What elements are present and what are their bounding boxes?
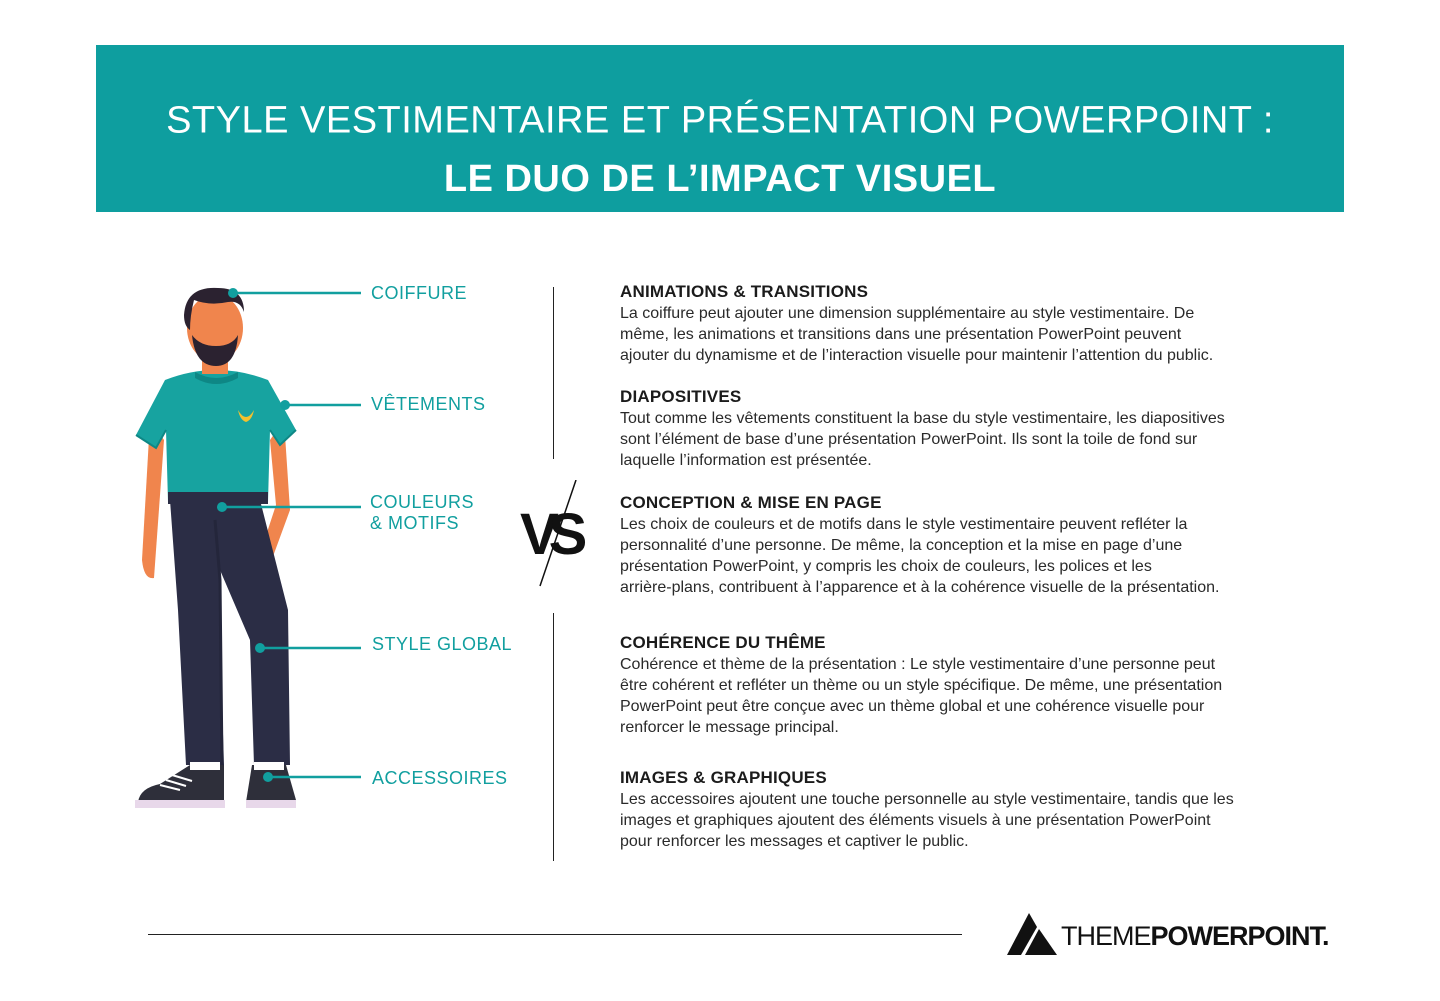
title-line-1: STYLE VESTIMENTAIRE ET PRÉSENTATION POWERPOINT :	[166, 99, 1274, 142]
callout-style-global	[255, 643, 361, 653]
section-line: personnalité d’une personne. De même, la conception et la mise en page d’une	[620, 537, 1183, 554]
title-line-2: LE DUO DE L’IMPACT VISUEL	[443, 158, 997, 200]
section-line: Tout comme les vêtements constituent la base du style vestimentaire, les diapositives	[620, 410, 1225, 427]
section-diapositives	[620, 386, 1320, 471]
section-conception	[620, 492, 1320, 598]
section-animations	[620, 281, 1320, 366]
section-line: PowerPoint peut être conçue avec un thème global et une cohérence visuelle pour	[620, 698, 1205, 715]
section-heading: COHÉRENCE DU THÊME	[620, 633, 826, 652]
logo-text	[1061, 921, 1329, 952]
section-images	[620, 767, 1320, 852]
section-line: arrière-plans, contribuent à l’apparence et à la cohérence visuelle de la présentation.	[620, 579, 1220, 596]
divider-top	[553, 287, 554, 459]
section-line: être cohérent et refléter un thème ou un style spécifique. De même, une présentation	[620, 677, 1223, 694]
section-heading: IMAGES & GRAPHIQUES	[620, 768, 827, 787]
footer-rule	[148, 934, 962, 935]
section-line: ajouter du dynamisme et de l’interaction visuelle pour maintenir l’attention du public.	[620, 347, 1214, 364]
section-coherence	[620, 632, 1320, 738]
callout-accessoires	[263, 772, 361, 782]
vs-text: VS	[520, 502, 578, 567]
label-accessoires: ACCESSOIRES	[372, 768, 508, 788]
label-style-global: STYLE GLOBAL	[372, 634, 513, 654]
section-line: images et graphiques ajoutent des éléments visuels à une présentation PowerPoint	[620, 812, 1211, 829]
label-couleurs-1: COULEURS	[370, 492, 475, 512]
section-line: Cohérence et thème de la présentation : Le style vestimentaire d’une personne peut	[620, 656, 1216, 673]
label-coiffure: COIFFURE	[371, 283, 467, 303]
section-heading: CONCEPTION & MISE EN PAGE	[620, 493, 882, 512]
logo-theme: THEME	[1061, 921, 1151, 951]
section-line: La coiffure peut ajouter une dimension supplémentaire au style vestimentaire. De	[620, 305, 1195, 322]
label-couleurs-2: & MOTIFS	[370, 513, 459, 533]
callout-lines	[0, 0, 560, 1001]
vs-mark	[518, 480, 598, 590]
callout-couleurs	[217, 502, 361, 512]
section-line: Les accessoires ajoutent une touche personnelle au style vestimentaire, tandis que les	[620, 791, 1234, 808]
section-line: pour renforcer les messages et captiver le public.	[620, 833, 969, 850]
section-line: même, les animations et transitions dans une présentation PowerPoint peuvent	[620, 326, 1182, 343]
section-line: laquelle l’information est présentée.	[620, 452, 872, 469]
logo-mountain-icon	[1007, 913, 1057, 955]
callout-vetements	[280, 400, 361, 410]
section-line: sont l’élément de base d’une présentation PowerPoint. Ils sont la toile de fond sur	[620, 431, 1198, 448]
callout-coiffure	[228, 288, 361, 298]
section-line: renforcer le message principal.	[620, 719, 839, 736]
section-heading: DIAPOSITIVES	[620, 387, 742, 406]
section-heading: ANIMATIONS & TRANSITIONS	[620, 282, 869, 301]
section-line: Les choix de couleurs et de motifs dans le style vestimentaire peuvent refléter la	[620, 516, 1188, 533]
label-vetements: VÊTEMENTS	[371, 394, 486, 414]
divider-bottom	[553, 613, 554, 861]
section-line: présentation PowerPoint, y compris les choix de couleurs, les polices et les	[620, 558, 1152, 575]
logo-powerpoint: POWERPOINT.	[1150, 921, 1329, 951]
